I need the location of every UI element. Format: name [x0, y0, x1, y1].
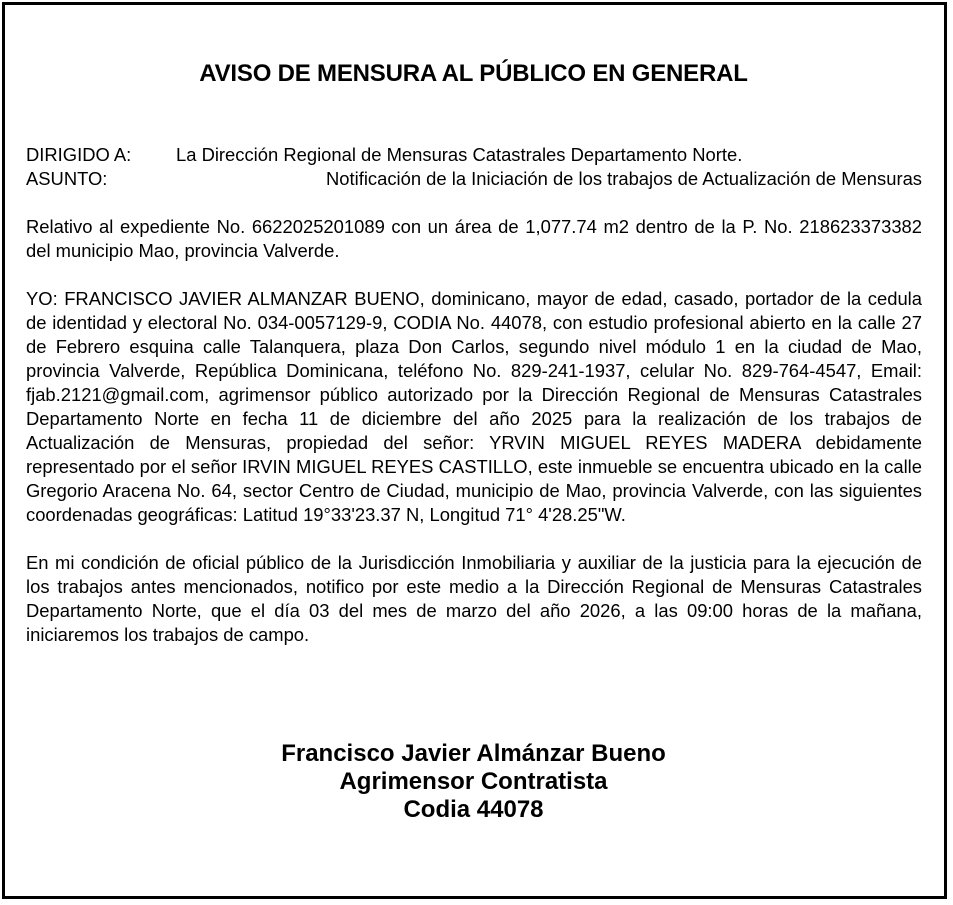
spacer — [26, 263, 922, 287]
spacer — [26, 527, 922, 551]
asunto-row — [26, 167, 922, 191]
dirigido-row — [26, 143, 922, 167]
signature-block — [0, 740, 947, 824]
dirigido-value: La Dirección Regional de Mensuras Catastrales Departamento Norte. — [176, 144, 743, 165]
notice-body — [26, 143, 922, 647]
signature-name: Francisco Javier Almánzar Bueno — [281, 740, 666, 767]
notice-title: AVISO DE MENSURA AL PÚBLICO EN GENERAL — [199, 60, 748, 87]
paragraph-declarant: YO: FRANCISCO JAVIER ALMANZAR BUENO, dominicano, mayor de edad, casado, portador de la cedula de identidad y electoral No. 034-0057129-9, CODIA No. 44078, con estudio profesional abierto en la calle 27 de Febrero esquina calle Talanquera, plaza Don Carlos, segundo nivel módulo 1 en la ciudad de Mao, provincia Valverde, República Dominicana, teléfono No. 829-241-1937, celular No. 829-764-4547, Email: fjab.2121@gmail.com, agrimensor público autorizado por la Dirección Regional de Mensuras Catastrales Departamento Norte en fecha 11 de diciembre del año 2025 para la realización de los trabajos de Actualización de Mensuras, propiedad del señor: YRVIN MIGUEL REYES MADERA debidamente representado por el señor IRVIN MIGUEL REYES CASTILLO, este inmueble se encuentra ubicado en la calle Gregorio Aracena No. 64, sector Centro de Ciudad, municipio de Mao, provincia Valverde, con las siguientes coordenadas geográficas: Latitud 19°33'23.37 N, Longitud 71° 4'28.25"W. — [26, 288, 922, 525]
signature-codia: Codia 44078 — [403, 796, 544, 823]
spacer — [26, 191, 922, 215]
paragraph-notification: En mi condición de oficial público de la Jurisdicción Inmobiliaria y auxiliar de la justicia para la ejecución de los trabajos antes mencionados, notifico por este medio a la Dirección Regional de Mensuras Catastrales Departamento Norte, que el día 03 del mes de marzo del año 2026, a las 09:00 horas de la mañana, iniciaremos los trabajos de campo. — [26, 552, 922, 645]
dirigido-label: DIRIGIDO A: — [26, 144, 132, 165]
asunto-value: Notificación de la Iniciación de los trabajos de Actualización de Mensuras — [326, 168, 922, 189]
paragraph-expediente: Relativo al expediente No. 6622025201089 con un área de 1,077.74 m2 dentro de la P. No. 218623373382 del municipio Mao, provincia Valverde. — [26, 216, 922, 261]
asunto-label: ASUNTO: — [26, 168, 108, 189]
signature-role: Agrimensor Contratista — [339, 768, 608, 795]
